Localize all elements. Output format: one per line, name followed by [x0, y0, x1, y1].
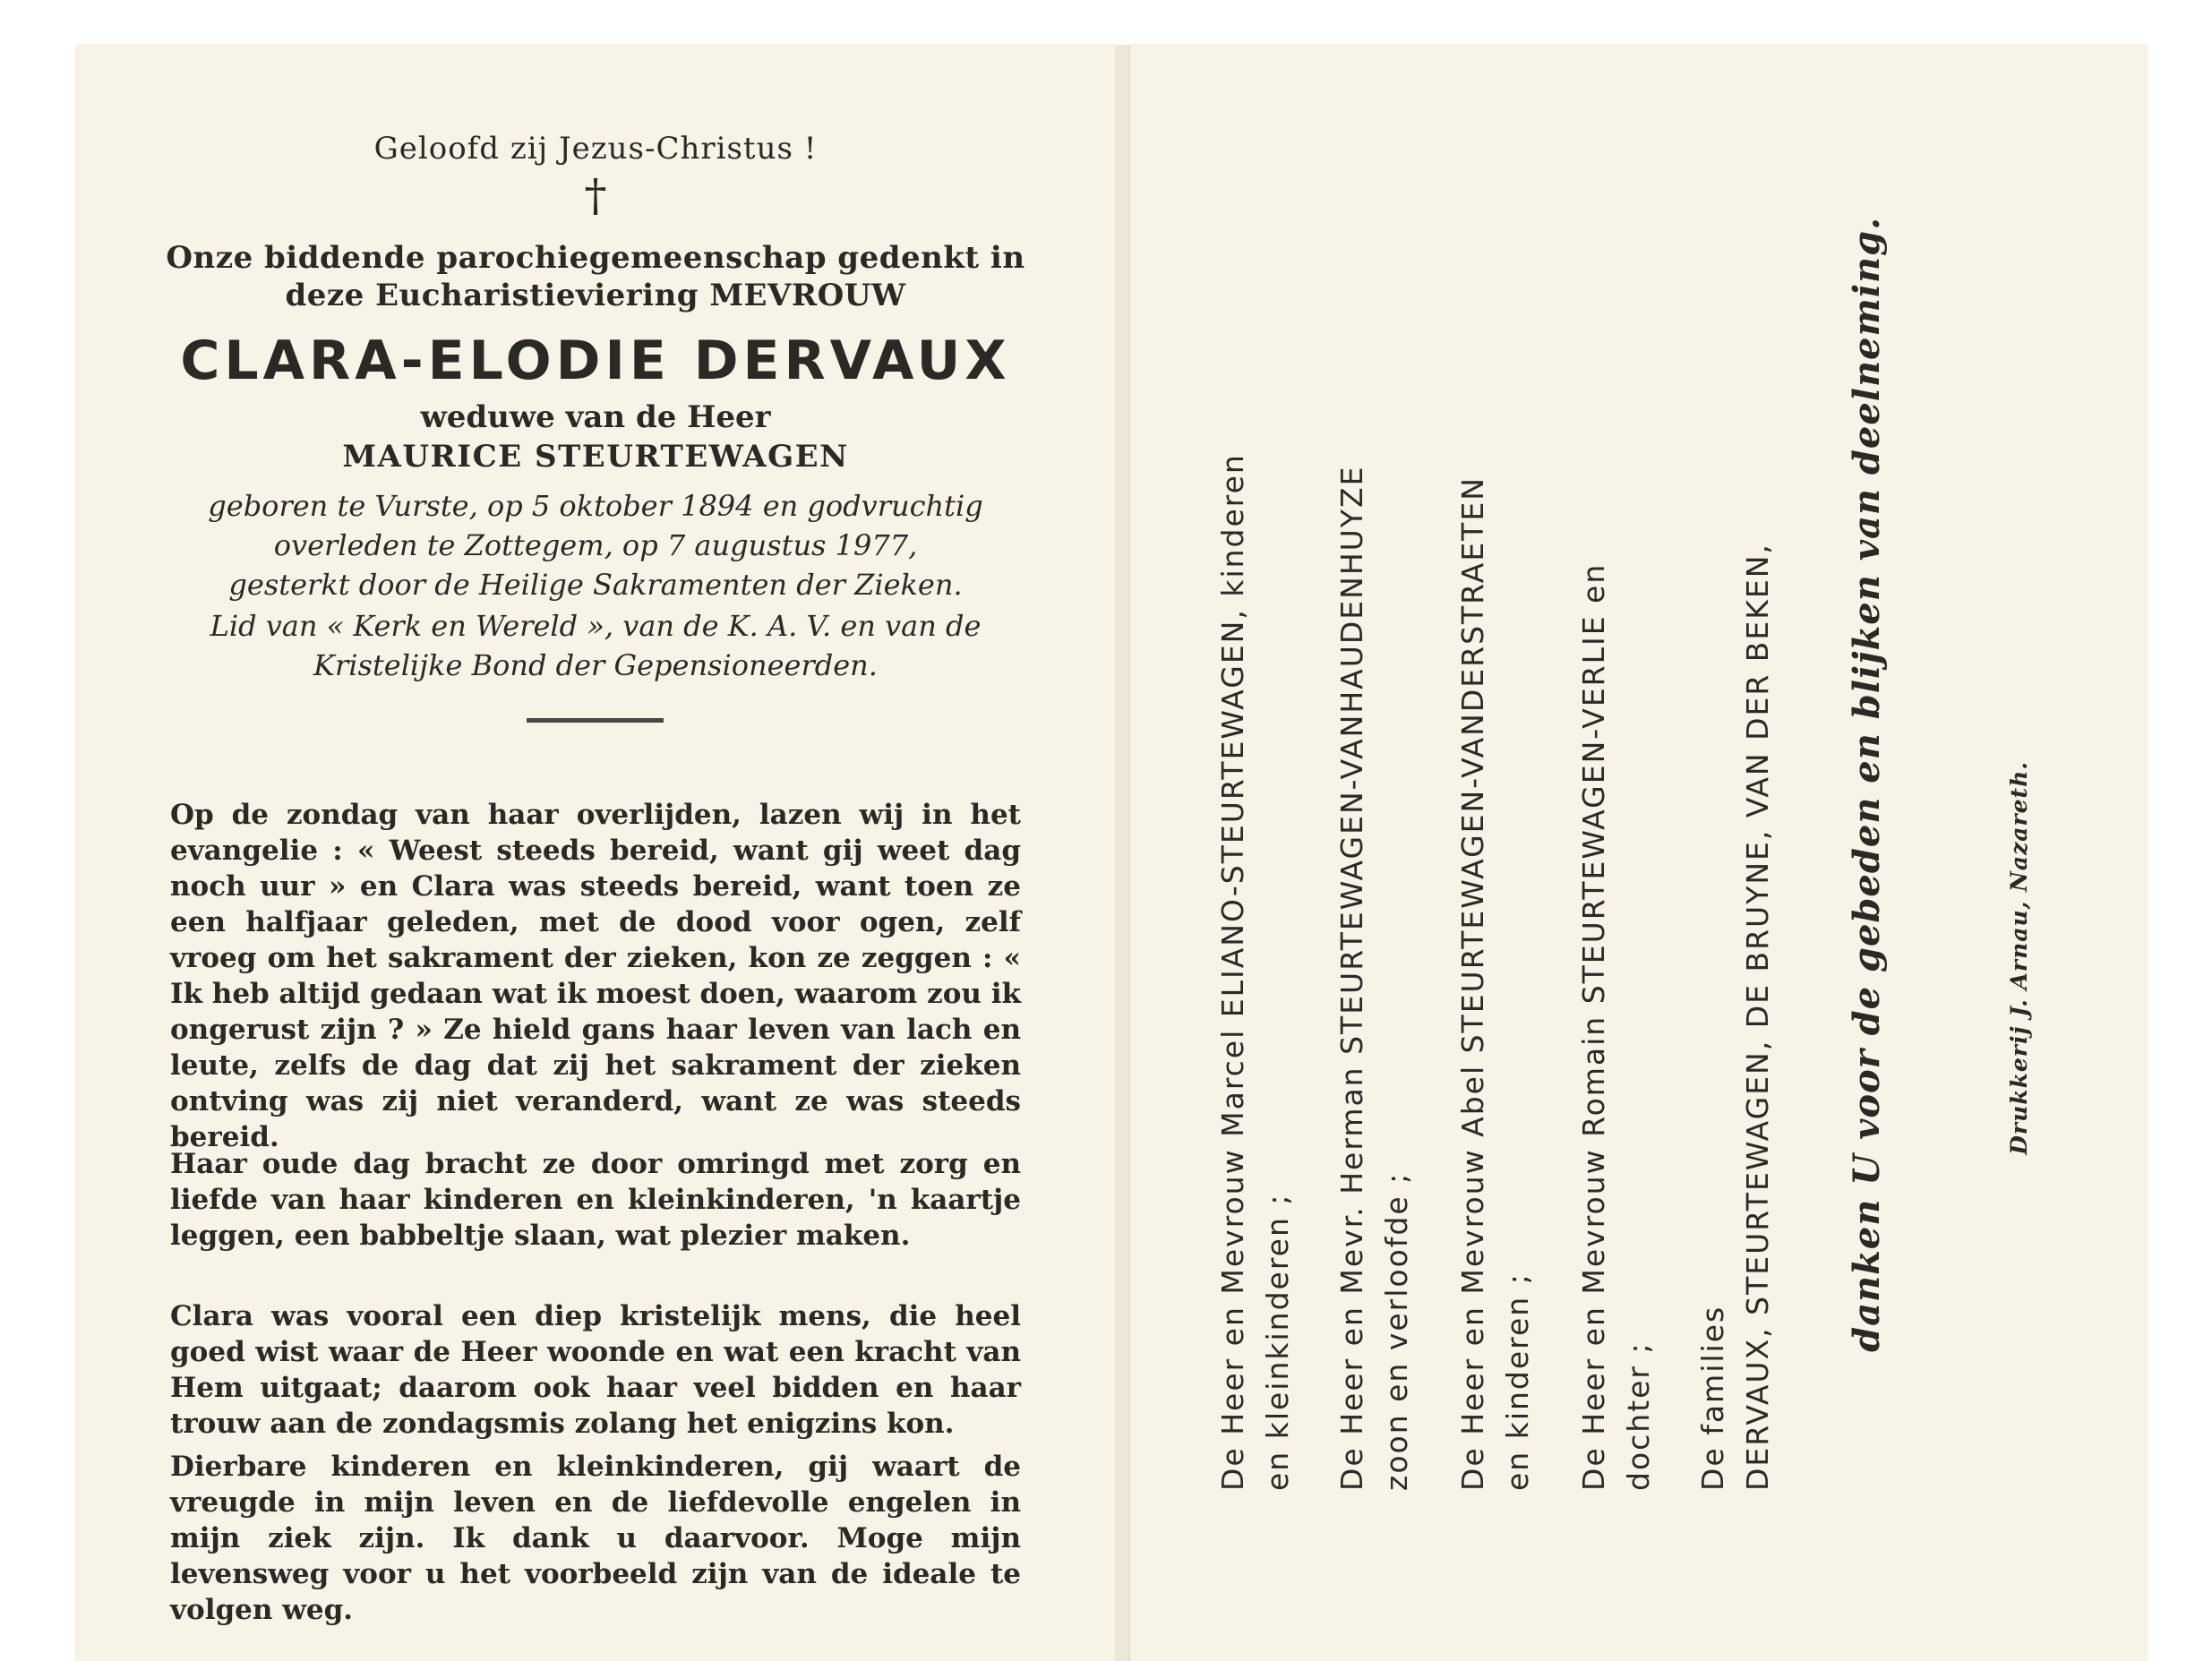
- family-entry: De Heer en Mevrouw Romain STEURTEWAGEN-VERLIE en dochter ;: [1576, 562, 1656, 1491]
- paragraph-farewell: Dierbare kinderen en kleinkinderen, gij waart de vreugde in mijn leven en de liefdevolle engelen in mijn ziek zijn. Ik dank u daarvoor. Moge mijn levensweg voor u het voorbeeld zijn van de ideale te volgen weg.: [170, 1451, 1021, 1626]
- thanks-line: danken U voor de gebeden en blijken van deelneming.: [1846, 217, 1888, 1352]
- greeting: Geloofd zij Jezus-Christus !: [373, 131, 818, 167]
- family-entry: De families DERVAUX, STEURTEWAGEN, DE BRUYNE, VAN DER BEKEN,: [1695, 543, 1775, 1491]
- intro-line-2: deze Eucharistieviering MEVROUW: [285, 278, 906, 313]
- family-entry: De Heer en Mevr. Herman STEURTEWAGEN-VANHAUDENHUYZE zoon en verloofde ;: [1334, 465, 1414, 1491]
- membership-line-1: Lid van « Kerk en Wereld », van de K. A. V. en van de: [210, 609, 982, 643]
- sacrament-line: gesterkt door de Heilige Sakramenten der Zieken.: [228, 568, 963, 602]
- husband-name: MAURICE STEURTEWAGEN: [342, 439, 849, 475]
- paragraph-faith: Clara was vooral een diep kristelijk mens, die heel goed wist waar de Heer woonde en wat een kracht van Hem uitgaat; daarom ook haar veel bidden en haar trouw aan de zondagsmis zolang het enigzins kon.: [170, 1300, 1021, 1440]
- printer-credit: Drukkerij J. Arnau, Nazareth.: [2006, 761, 2032, 1155]
- widow-of: weduwe van de Heer: [420, 399, 771, 435]
- card-fold: [1115, 45, 1130, 1661]
- left-page: [76, 45, 1115, 1661]
- paragraph-old-age: Haar oude dag bracht ze door omringd met zorg en liefde van haar kinderen en kleinkinderen, 'n kaartje leggen, een babbeltje slaan, wat plezier maken.: [170, 1148, 1021, 1252]
- death-line: overleden te Zottegem, op 7 augustus 1977,: [273, 528, 918, 562]
- intro-line-1: Onze biddende parochiegemeenschap gedenkt in: [166, 240, 1025, 276]
- deceased-name: CLARA-ELODIE DERVAUX: [180, 330, 1011, 392]
- family-entry: De Heer en Mevrouw Marcel ELIANO-STEURTEWAGEN, kinderen en kleinkinderen ;: [1215, 453, 1295, 1491]
- divider: [527, 718, 664, 723]
- family-entry: De Heer en Mevrouw Abel STEURTEWAGEN-VANDERSTRAETEN en kinderen ;: [1455, 476, 1535, 1491]
- birth-line: geboren te Vurste, op 5 oktober 1894 en godvruchtig: [208, 489, 983, 523]
- membership-line-2: Kristelijke Bond der Gepensioneerden.: [313, 648, 878, 682]
- cross-icon: †: [584, 169, 607, 221]
- paragraph-gospel: Op de zondag van haar overlijden, lazen wij in het evangelie : « Weest steeds bereid, want gij weet dag noch uur » en Clara was steeds bereid, want toen ze een halfjaar geleden, met de dood voor ogen, zelf vroeg om het sakrament der zieken, kon ze zeggen : « Ik heb altijd gedaan wat ik moest doen, waarom zou ik ongerust zijn ? » Ze hield gans haar leven van lach en leute, zelfs de dag dat zij het sakrament der zieken ontving was zij niet veranderd, want ze was steeds bereid.: [170, 799, 1021, 1153]
